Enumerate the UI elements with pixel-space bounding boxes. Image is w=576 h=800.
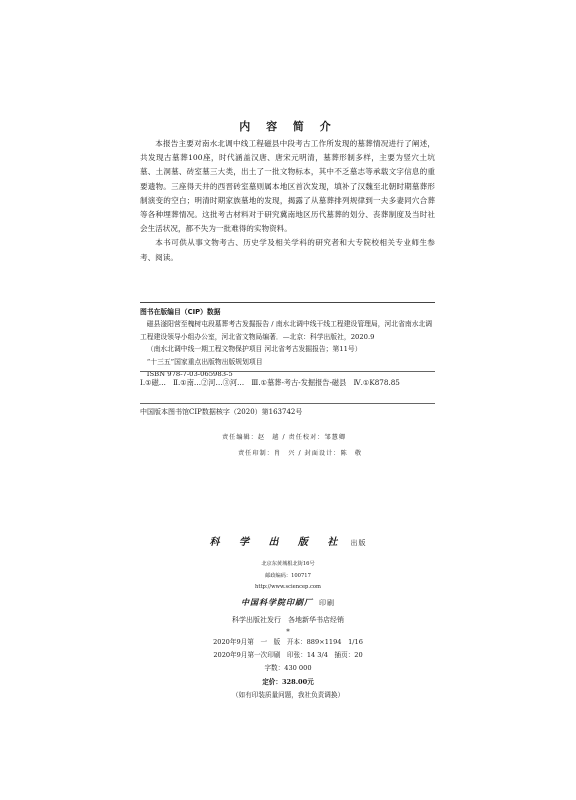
cip-middle-rule	[140, 371, 435, 372]
edition-block	[0, 636, 576, 702]
abstract-paragraph: 本书可供从事文物考古、历史学及相关学科的研究者和大专院校相关专业师生参考、阅读。	[140, 238, 435, 262]
printer-suffix: 印刷	[319, 599, 335, 607]
cip-series: （南水北调中线一期工程文物保护项目 河北省考古发掘报告；第11号）	[146, 345, 362, 354]
cip-index: Ⅰ.①磁… Ⅱ.①南…②河…③河… Ⅲ.①墓葬-考古-发掘报告-磁县 Ⅳ.①K878.85	[140, 378, 400, 387]
publisher-url: http://www.sciencep.com	[255, 584, 321, 591]
publisher-name: 科 学 出 版 社	[209, 537, 346, 548]
cip-top-rule	[140, 302, 435, 303]
abstract	[140, 137, 435, 265]
cip-heading: 图书在版编目（CIP）数据	[140, 308, 221, 316]
printing-line: 2020年9月第一次印刷 印张：14 3/4 插页：20	[213, 651, 363, 660]
edition-line: 2020年9月第 一 版 开本：889×1194 1/16	[213, 638, 363, 646]
separator-star: *	[286, 628, 290, 636]
abstract-paragraph: 本报告主要对南水北调中线工程磁县中段考古工作所发现的墓葬情况进行了阐述，共发现古墓葬100座，时代涵盖汉唐、唐宋元明清，墓葬形制多样，主要为竖穴土坑墓、土洞墓、砖室墓三大类，出土了一批文物标本，其中不乏墓志等承载文字信息的重要遗物。三座得天井的西晋砖室墓则属本地区首次发现，填补了汉魏至北朝时期墓葬形制演变的空白；明清时期家族墓地的发现，揭露了从墓葬排列规律到一夫多妻同穴合葬等各种埋葬情况。这批考古材料对于研究冀南地区历代墓葬的划分、丧葬制度及当时社会生活状况，都不失为一批难得的实物资料。	[140, 139, 435, 234]
cip-number: 中国版本图书馆CIP数据核字（2020）第163742号	[140, 408, 303, 416]
publisher-line	[0, 530, 576, 549]
publisher-postcode: 邮政编码：100717	[265, 572, 311, 579]
cip-bottom-rule	[140, 403, 435, 404]
distribution-line: 科学出版社发行 各地新华书店经销	[232, 616, 344, 624]
publisher-suffix: 出版	[350, 539, 367, 547]
cip-plan: “十三五”国家重点出版物出版规划项目	[146, 357, 263, 366]
editors-line: 责任印制：肖 兴 / 封面设计：陈 敬	[238, 450, 363, 457]
price: 定价：328.00元	[262, 677, 314, 686]
cip-isbn: ISBN 978-7-03-065983-5	[146, 370, 233, 379]
printer-line	[0, 590, 576, 609]
quality-notice: （如有印装质量问题，我社负责调换）	[231, 690, 345, 699]
editors-line: 责任编辑：赵 越 / 责任校对：邹慧卿	[222, 434, 347, 441]
publisher-block	[0, 530, 576, 594]
cip-main-entry: 磁县滏阳营至槐树屯段墓葬考古发掘报告 / 南水北调中线干线工程建设管理局，河北省南水北调工程建设领导小组办公室，河北省文物局编著．—北京：科学出版社，2020.9	[140, 320, 433, 341]
printer-name: 中国科学院印刷厂	[241, 597, 313, 607]
page-title: 内 容 简 介	[239, 120, 337, 133]
word-count: 字数：430 000	[264, 664, 312, 673]
publisher-address: 北京东黄城根北街16号	[261, 561, 315, 567]
cip-data-block	[140, 306, 435, 380]
printer-block	[0, 590, 576, 636]
